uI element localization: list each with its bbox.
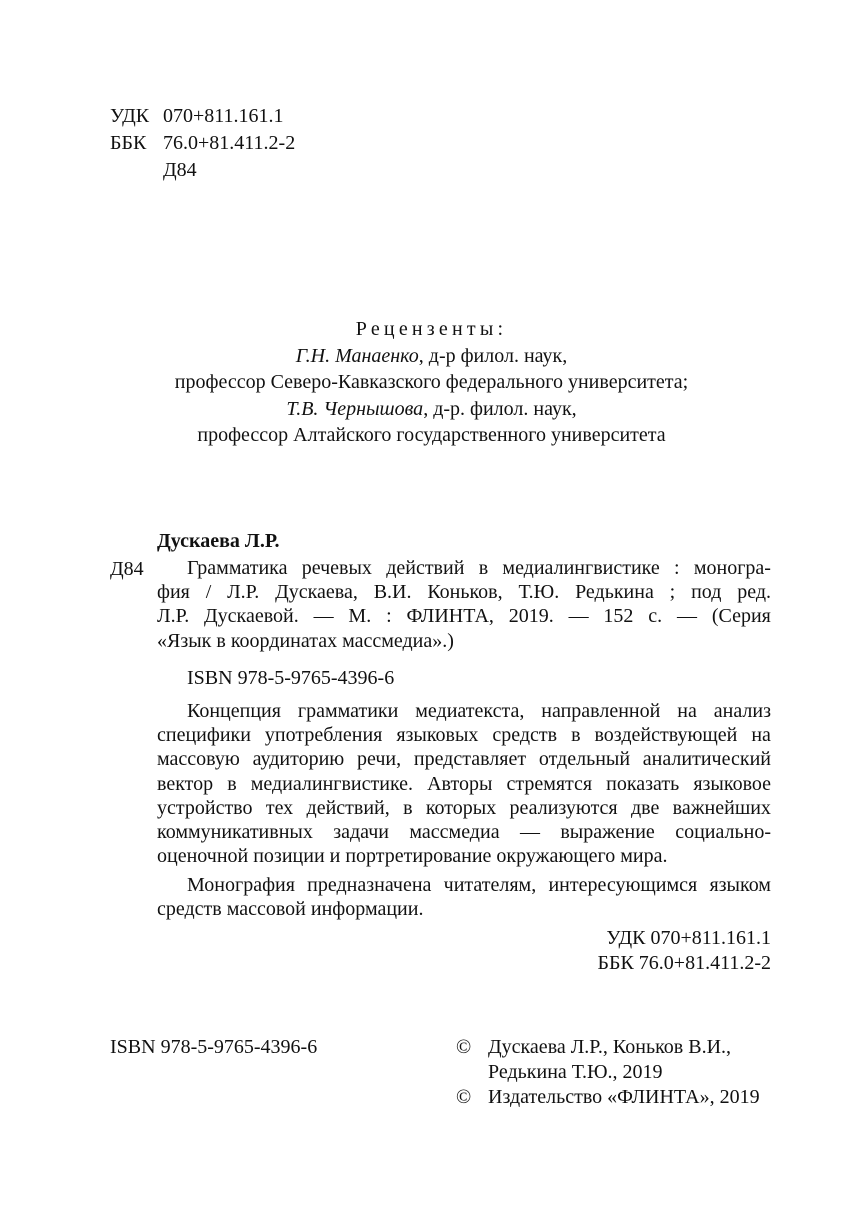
catalog-bbk: ББК 76.0+81.411.2-2	[597, 951, 771, 974]
word: в	[227, 772, 237, 795]
word: средств	[492, 724, 558, 747]
word: медиалингвистике	[502, 557, 660, 579]
catalog-udk: УДК 070+811.161.1	[606, 927, 771, 949]
reviewer-1-name: Г.Н. Манаенко	[295, 344, 419, 367]
word: моногра-	[693, 557, 771, 579]
reviewer-2-degree: , д-р. филол. наук,	[423, 397, 577, 420]
catalog-author: Дускаева Л.Р.	[157, 530, 280, 552]
word: Коньков,	[427, 581, 503, 604]
text-line	[157, 796, 771, 820]
footer-isbn: ISBN 978-5-9765-4396-6	[110, 1036, 318, 1058]
catalog-isbn: ISBN 978-5-9765-4396-6	[187, 667, 395, 689]
reviewer-1	[0, 343, 863, 370]
word: медиалингвистике.	[250, 772, 414, 795]
word: /	[205, 581, 212, 604]
word: две	[630, 796, 660, 819]
word: действий	[386, 557, 465, 579]
word: тех	[265, 796, 294, 819]
word: на	[677, 700, 697, 722]
abstract	[157, 699, 771, 868]
word: массовую	[157, 748, 240, 771]
word: направленной	[541, 700, 661, 722]
line-text: средств массовой информации.	[157, 898, 424, 921]
word: медиатекста,	[415, 700, 525, 722]
reviewer-1-degree: , д-р филол. наук,	[418, 344, 568, 367]
word: :	[386, 605, 392, 628]
word: выражение	[560, 820, 655, 843]
reviewers-block	[0, 316, 863, 449]
text-line	[157, 772, 771, 796]
word: массмедиа	[409, 820, 500, 843]
text-line	[157, 873, 771, 897]
word: показать	[606, 772, 680, 795]
word: реализуются	[509, 796, 618, 819]
word: употребления	[264, 724, 383, 747]
word: грамматики	[297, 700, 399, 722]
word: действий,	[306, 796, 390, 819]
word: вектор	[157, 772, 214, 795]
word: анализ	[713, 700, 771, 722]
word: задачи	[333, 820, 390, 843]
word: фия	[157, 581, 190, 604]
copyright-symbol: ©	[456, 1036, 472, 1058]
word: воздействующей	[594, 724, 738, 747]
word: Концепция	[187, 700, 281, 722]
text-line	[157, 844, 771, 868]
text-line	[157, 556, 771, 580]
reviewer-1-position: профессор Северо-Кавказского федерального университета;	[174, 371, 689, 393]
udk-value: 070+811.161.1	[163, 105, 284, 127]
word: отдельный	[538, 748, 631, 771]
word: М.	[348, 605, 372, 628]
word: ;	[669, 581, 676, 604]
reviewer-2	[0, 396, 863, 423]
word: аудиторию	[252, 748, 345, 771]
word: читателям,	[443, 874, 537, 896]
word: ред.	[737, 581, 771, 604]
word: аналитический	[642, 748, 771, 771]
text-line	[157, 699, 771, 723]
word: речевых	[301, 557, 372, 579]
udk-classification-top	[110, 106, 284, 126]
catalog-code: Д84	[110, 558, 144, 580]
word: коммуникативных	[157, 820, 313, 843]
word: Монография	[187, 874, 295, 896]
word: социально-	[675, 820, 771, 843]
word: Редькина	[575, 581, 654, 604]
word: языком	[709, 874, 771, 896]
word: в	[571, 724, 581, 747]
word: 2019.	[508, 605, 554, 628]
word: —	[677, 605, 697, 628]
copyright-authors-line1: Дускаева Л.Р., Коньков В.И.,	[488, 1036, 732, 1058]
word: специфики	[157, 724, 251, 747]
word: устройство	[157, 796, 253, 819]
word: в	[478, 557, 489, 579]
word: с.	[648, 605, 663, 628]
copyright-symbol: ©	[456, 1086, 472, 1108]
reviewers-heading: Рецензенты:	[355, 318, 508, 340]
word: на	[751, 724, 771, 747]
line-text: «Язык в координатах массмедиа».)	[157, 629, 454, 652]
word: под	[691, 581, 722, 604]
word: В.И.	[373, 581, 412, 604]
word: языковое	[693, 772, 771, 795]
copyright-publisher	[456, 1087, 760, 1107]
word: предназначена	[307, 874, 432, 896]
word: Грамматика	[187, 557, 288, 579]
reviewer-2-position: профессор Алтайского государственного университета	[197, 424, 666, 446]
text-line	[157, 897, 771, 921]
text-line	[157, 747, 771, 771]
word: которых	[425, 796, 497, 819]
word: речи,	[356, 748, 402, 771]
word: —	[568, 605, 589, 628]
word: Л.Р.	[227, 581, 260, 604]
copyright-publisher-text: Издательство «ФЛИНТА», 2019	[488, 1086, 760, 1108]
word: Авторы	[427, 772, 493, 795]
word: :	[674, 557, 680, 579]
text-line	[157, 629, 771, 653]
bbk-label: ББК	[110, 132, 147, 154]
word: Т.Ю.	[518, 581, 560, 604]
text-line	[157, 604, 771, 628]
reviewer-2-name: Т.В. Чернышова	[286, 397, 424, 420]
text-line	[157, 820, 771, 844]
word: ФЛИНТА,	[406, 605, 494, 628]
bbk-value: 76.0+81.411.2-2	[163, 132, 296, 154]
word: Дускаева,	[275, 581, 358, 604]
text-line	[157, 580, 771, 604]
word: 152	[603, 605, 634, 628]
bbk-classification-top	[110, 133, 295, 153]
word: в	[403, 796, 413, 819]
word: важнейших	[672, 796, 771, 819]
word: языковых	[396, 724, 479, 747]
word: —	[313, 605, 334, 628]
word: —	[519, 820, 540, 843]
word: (Серия	[711, 605, 771, 628]
line-text: оценочной позиции и портретирование окружающего мира.	[157, 845, 668, 868]
word: стремятся	[506, 772, 593, 795]
catalog-codes	[597, 926, 771, 975]
udk-label: УДК	[110, 105, 150, 127]
word: Дускаевой.	[204, 605, 299, 628]
word: Л.Р.	[157, 605, 190, 628]
word: представляет	[413, 748, 527, 771]
word: интересующимся	[548, 874, 698, 896]
copyright-authors	[456, 1037, 731, 1057]
purpose	[157, 873, 771, 921]
copyright-authors-line2: Редькина Т.Ю., 2019	[488, 1061, 663, 1083]
author-mark-top: Д84	[163, 159, 197, 181]
text-line	[157, 723, 771, 747]
bibliographic-description	[157, 556, 771, 653]
